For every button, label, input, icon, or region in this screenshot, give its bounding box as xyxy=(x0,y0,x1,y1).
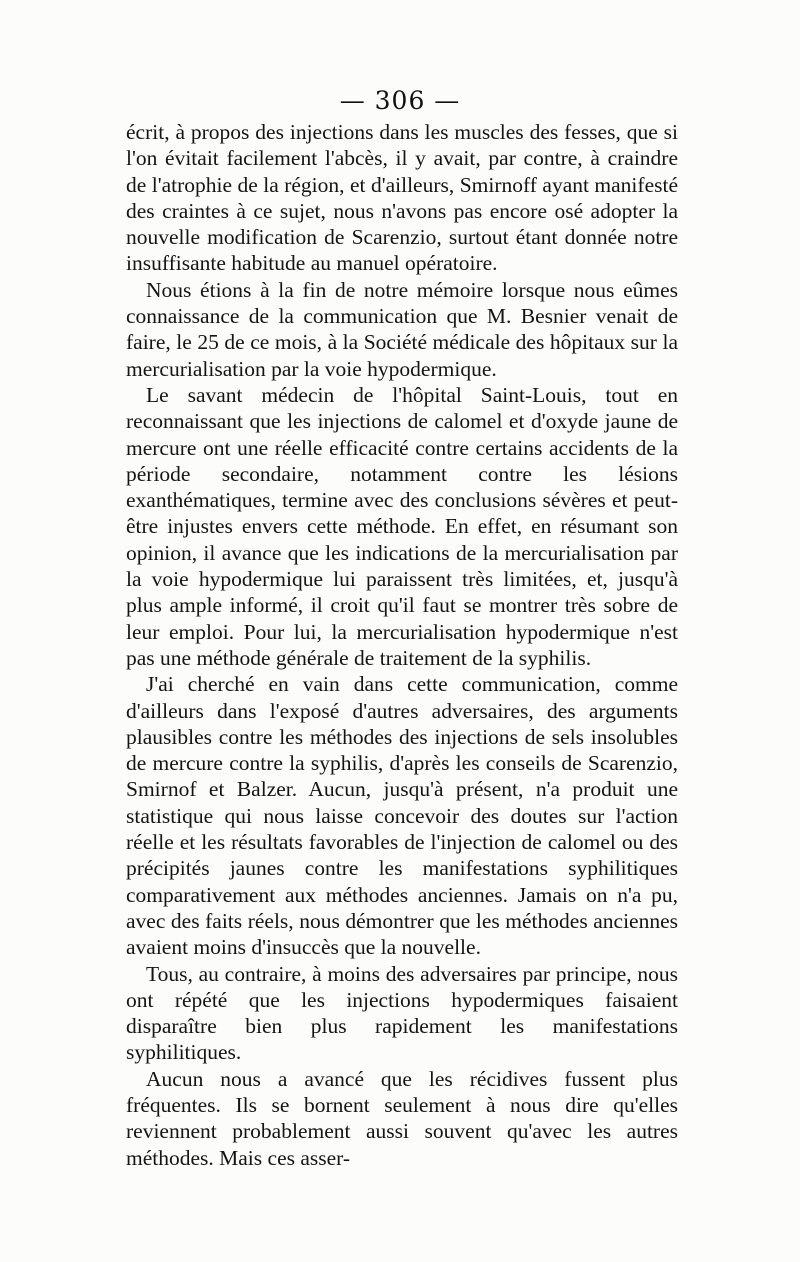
page-number: — 306 — xyxy=(339,86,461,115)
page-body xyxy=(126,119,678,1171)
paragraph-arguments: J'ai cherché en vain dans cette communication, comme d'ailleurs dans l'exposé d'autres adversaires, des arguments plausibles contre les méthodes des injections de sels insolubles de mercure contre la syphilis, d'après les conseils de Scarenzio, Smirnof et Balzer. Aucun, jusqu'à présent, n'a produit une statistique qui nous laisse concevoir des doutes sur l'action réelle et les résultats favorables de l'injection de calomel ou des précipités jaunes contre les manifestations syphilitiques comparativement aux méthodes anciennes. Jamais on n'a pu, avec des faits réels, nous démontrer que les méthodes anciennes avaient moins d'insuccès que la nouvelle. xyxy=(126,672,678,960)
paragraph-recidives: Aucun nous a avancé que les récidives fussent plus fréquentes. Ils se bornent seulement à nous dire qu'elles reviennent probablement aussi souvent qu'avec les autres méthodes. Mais ces asser- xyxy=(126,1066,678,1170)
paragraph-continuation: écrit, à propos des injections dans les muscles des fesses, que si l'on évitait facilement l'abcès, il y avait, par contre, à craindre de l'atrophie de la région, et d'ailleurs, Smirnoff ayant manifesté des craintes à ce sujet, nous n'avons pas encore osé adopter la nouvelle modification de Scarenzio, surtout étant donnée notre insuffisante habitude au manuel opératoire. xyxy=(126,120,678,276)
paragraph-adversaires: Tous, au contraire, à moins des adversaires par principe, nous ont répété que les injections hypodermiques faisaient disparaître bien plus rapidement les manifestations syphilitiques. xyxy=(126,961,678,1065)
paragraph-besnier: Nous étions à la fin de notre mémoire lorsque nous eûmes connaissance de la communication que M. Besnier venait de faire, le 25 de ce mois, à la Société médicale des hôpitaux sur la mercurialisation par la voie hypodermique. xyxy=(126,277,678,381)
paragraph-saint-louis: Le savant médecin de l'hôpital Saint-Louis, tout en reconnaissant que les injections de calomel et d'oxyde jaune de mercure ont une réelle efficacité contre certains accidents de la période secondaire, notamment contre les lésions exanthématiques, termine avec des conclusions sévères et peut-être injustes envers cette méthode. En effet, en résumant son opinion, il avance que les indications de la mercurialisation par la voie hypodermique lui paraissent très limitées, et, jusqu'à plus ample informé, il croit qu'il faut se montrer très sobre de leur emploi. Pour lui, la mercurialisation hypodermique n'est pas une méthode générale de traitement de la syphilis. xyxy=(126,382,678,670)
